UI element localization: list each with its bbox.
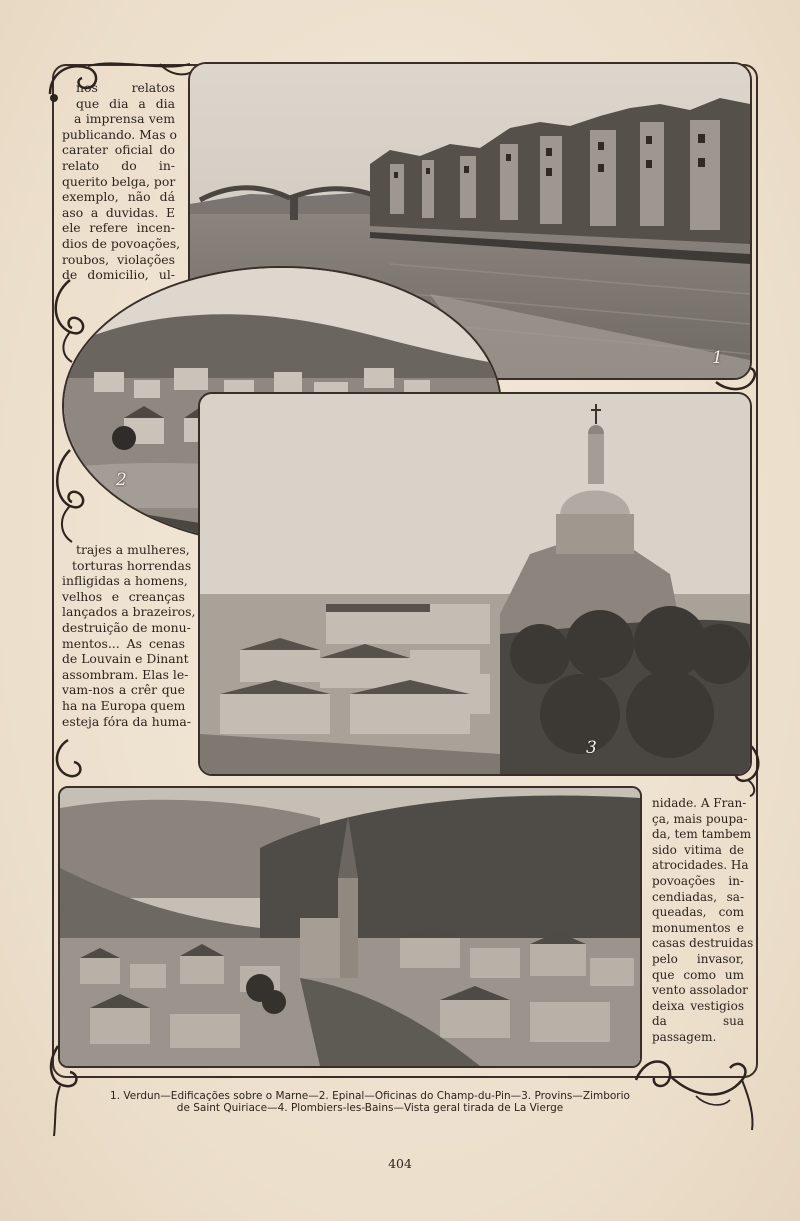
photo-plombiers xyxy=(58,786,642,1068)
photo-number-1: 1 xyxy=(712,348,723,368)
text-line: de domicilio, ul- xyxy=(62,267,175,283)
photo-provins xyxy=(198,392,752,776)
text-line: roubos, violações xyxy=(62,251,175,267)
text-line: trajes a mulheres, xyxy=(76,542,190,557)
text-line: monumentos e xyxy=(652,920,744,935)
photo-caption xyxy=(90,1090,650,1114)
text-line: queadas, com xyxy=(652,905,744,920)
text-line: da sua xyxy=(652,1014,744,1029)
text-column-top xyxy=(62,80,181,283)
text-line: carater oficial do xyxy=(62,142,175,158)
photo-number-3: 3 xyxy=(586,738,597,758)
text-line: que como um xyxy=(652,967,744,982)
text-line: assombram. Elas le- xyxy=(62,666,189,682)
text-line: ça, mais poupa- xyxy=(652,811,748,826)
text-line: velhos e creanças xyxy=(62,588,185,604)
text-line: destruição de monu- xyxy=(62,619,191,635)
text-line: passagem. xyxy=(652,1029,717,1044)
text-line: nidade. A Fran- xyxy=(652,796,747,810)
text-line: vento assolador xyxy=(652,983,748,998)
text-line: povoações in- xyxy=(652,873,744,888)
text-line: a imprensa vem xyxy=(74,111,175,127)
caption-line: de Saint Quiriace—4. Plombiers-les-Bains—Vista geral tirada de La Vierge xyxy=(176,1102,564,1114)
text-line: nos relatos xyxy=(76,80,175,95)
text-line: mentos... As cenas xyxy=(62,635,185,651)
text-line: ele refere incen- xyxy=(62,220,175,236)
text-line: publicando. Mas o xyxy=(62,126,177,142)
text-line: dios de povoações, xyxy=(62,235,181,251)
page-number: 404 xyxy=(388,1156,412,1171)
text-line: pelo invasor, xyxy=(652,951,744,966)
text-line: da, tem tambem xyxy=(652,827,752,842)
text-column-right xyxy=(652,796,754,1046)
text-line: infligidas a homens, xyxy=(62,573,188,589)
text-line: que dia a dia xyxy=(76,95,175,111)
text-line: exemplo, não dá xyxy=(62,189,175,205)
text-line: deixa vestigios xyxy=(652,998,744,1013)
text-line: lançados a brazeiros, xyxy=(62,604,196,620)
text-line: atrocidades. Ha xyxy=(652,858,749,873)
photo-number-2: 2 xyxy=(116,470,127,490)
text-line: esteja fóra da huma- xyxy=(62,713,192,729)
text-line: sido vitima de xyxy=(652,842,744,857)
caption-line: 1. Verdun—Edificações sobre o Marne—2. Epinal—Oficinas do Champ-du-Pin—3. Provins—Zimborio xyxy=(110,1090,630,1102)
text-line: aso a duvidas. E xyxy=(62,204,175,220)
text-line: querito belga, por xyxy=(62,173,176,189)
ornament-left-lower xyxy=(48,736,92,786)
text-line: casas destruidas xyxy=(652,936,754,951)
text-line: torturas horrendas xyxy=(72,557,192,573)
text-line: vam-nos a crêr que xyxy=(62,682,185,698)
text-line: ha na Europa quem xyxy=(62,697,186,713)
text-column-middle xyxy=(62,542,196,729)
text-line: cendiadas, sa- xyxy=(652,889,744,904)
text-line: relato do in- xyxy=(62,157,175,173)
text-line: de Louvain e Dinant xyxy=(62,651,189,667)
